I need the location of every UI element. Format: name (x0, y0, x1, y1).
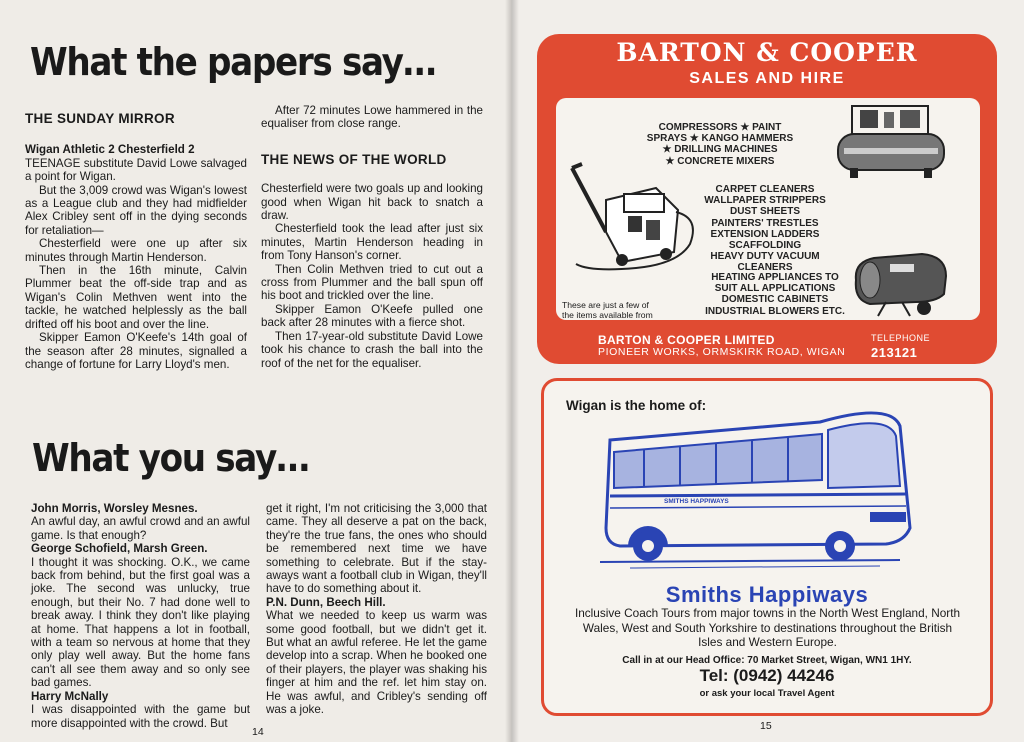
news-paragraph: Chesterfield were two goals up and looking good when Wigan hit back to snatch a draw. (261, 182, 483, 223)
reader-comment: get it right, I'm not criticising the 3,000 that came. They all deserve a pat on the back, they're the true fans, the ones who should be remembered next time we have something to celebrate. But if the stay-aways want a football club in Wigan, they'll have to do something about it. (266, 502, 487, 596)
smiths-brand: Smiths Happiways (665, 582, 869, 607)
coach-side-text: SMITHS HAPPIWAYS (664, 498, 729, 505)
reader-name: Harry McNally (31, 689, 109, 703)
service-item: DUST SHEETS (729, 206, 800, 218)
sunday-mirror-heading: THE SUNDAY MIRROR (25, 111, 175, 126)
news-paragraph: Chesterfield took the lead after just six minutes, Martin Henderson heading in from Tony Hanson's corner. (261, 222, 483, 263)
news-paragraph: Then 17-year-old substitute David Lowe took his chance to crash the ball into the roof of the net for the equaliser. (261, 329, 483, 370)
service-item: INDUSTRIAL BLOWERS ETC. (705, 305, 845, 317)
barton-cooper-note (562, 300, 682, 320)
barton-cooper-tagline: SALES AND HIRE (689, 70, 845, 87)
page-gutter (505, 0, 519, 742)
reader-comment: What we needed to keep us warm was some good football, but we didn't get it. But what an awful referee. He let the game develop into a scrap. When he booked one of their players, the player was shaking his finger at him and the ref. let him stay on. He was awful, and Cribley's sending off was a joke. (266, 609, 487, 717)
news-paragraph: Skipper Eamon O'Keefe pulled one back after 28 minutes with a fierce shot. (261, 302, 483, 330)
barton-cooper-name: BARTON & COOPER (616, 38, 918, 67)
service-item: WALLPAPER STRIPPERS (704, 195, 826, 207)
service-item: EXTENSION LADDERS (710, 228, 820, 240)
news-paragraph: Then Colin Methven tried to cut out a cross from Plummer and the ball spun off his boot and trickled over the line. (261, 262, 483, 303)
barton-cooper-address: PIONEER WORKS, ORMSKIRK ROAD, WIGAN (598, 346, 846, 358)
service-item: DOMESTIC CABINETS (721, 294, 829, 306)
service-item: HEATING APPLIANCES TO (711, 272, 839, 283)
telephone-label: TELEPHONE (871, 333, 931, 343)
note-line: These are just a few of (562, 300, 649, 310)
mirror-paragraph: Chesterfield were one up after six minutes through Martin Henderson. (25, 237, 247, 264)
reader-name: George Schofield, Marsh Green. (31, 542, 208, 556)
mirror-paragraph: But the 3,009 crowd was Wigan's lowest as a League club and they had midfielder Alex Cribley sent off in the dying seconds for retaliation— (25, 183, 247, 237)
reader-comment: I was disappointed with the game but more disappointed with the crowd. But (31, 703, 250, 730)
reader-comment: I thought it was shocking. O.K., we came back from behind, but the first goal was a joke. The second was unlucky, true enough, but their No. 7 had done well to break away. I think they don't like playing at home. That happens a lot in football, with a team so nervous at home that they only play well away. But the home fans can't all see them away and so only see bad games. (31, 555, 250, 690)
service-item: SUIT ALL APPLICATIONS (714, 283, 836, 295)
service-item: ★ CONCRETE MIXERS (665, 155, 775, 167)
heater-illustration (850, 250, 950, 320)
service-item: CLEANERS (737, 262, 793, 274)
mirror-paragraph: Skipper Eamon O'Keefe's 14th goal of the season after 28 minutes, signalled a change of fortune for Larry Lloyd's men. (25, 331, 247, 371)
reader-comment: An awful day, an awful crowd and an awful game. Is that enough? (31, 515, 250, 542)
mirror-paragraph: After 72 minutes Lowe hammered in the equaliser from close range. (261, 104, 483, 131)
smiths-travel-agent: or ask your local Travel Agent (699, 688, 835, 699)
service-item: PAINTERS' TRESTLES (711, 217, 819, 229)
service-item: COMPRESSORS ★ PAINT (658, 122, 782, 133)
smiths-head-office: Call in at our Head Office: 70 Market Street, Wigan, WN1 1HY. (622, 655, 912, 666)
page-number-right: 15 (760, 720, 772, 732)
news-of-world-heading: THE NEWS OF THE WORLD (261, 151, 447, 167)
telephone-number: 213121 (871, 345, 918, 360)
barton-cooper-company: BARTON & COOPER LIMITED (598, 333, 775, 347)
service-item: CARPET CLEANERS (715, 184, 815, 195)
compressor-illustration (830, 104, 950, 182)
headline-papers: What the papers say… (30, 40, 436, 84)
column-you-say-1 (31, 502, 250, 730)
column-news-of-world (261, 104, 483, 370)
column-sunday-mirror (25, 112, 247, 371)
service-item: SCAFFOLDING (728, 240, 802, 252)
smiths-telephone: Tel: (0942) 44246 (699, 666, 835, 685)
carpet-cleaner-illustration (566, 160, 700, 280)
reader-name: P.N. Dunn, Beech Hill. (266, 595, 386, 609)
mirror-paragraph: Then in the 16th minute, Calvin Plummer beat the off-side trap and as Wigan's Colin Methven went into the tackle, he watched helplessly as the ball drifted off his boot and over the line. (25, 264, 247, 331)
services-list-3 (700, 272, 850, 317)
service-item: SPRAYS ★ KANGO HAMMERS (646, 133, 794, 145)
service-item: ★ DRILLING MACHINES (662, 144, 778, 156)
coach-illustration (600, 396, 920, 572)
headline-you-say: What you say… (32, 436, 309, 480)
services-list-2 (702, 184, 828, 274)
match-subhead: Wigan Athletic 2 Chesterfield 2 (25, 143, 195, 157)
note-line: the items available from (562, 310, 653, 320)
smiths-heading: Wigan is the home of: (566, 398, 707, 413)
service-item: HEAVY DUTY VACUUM (710, 251, 820, 263)
mirror-paragraph: TEENAGE substitute David Lowe salvaged a point for Wigan. (25, 156, 247, 184)
column-you-say-2 (266, 502, 487, 717)
page-number-left: 14 (252, 726, 264, 738)
reader-name: John Morris, Worsley Mesnes. (31, 502, 198, 515)
smiths-description: Inclusive Coach Tours from major towns in the North West England, North Wales, West and South Yorkshire to destinations throughout the British Isles and Western Europe. (574, 606, 961, 649)
